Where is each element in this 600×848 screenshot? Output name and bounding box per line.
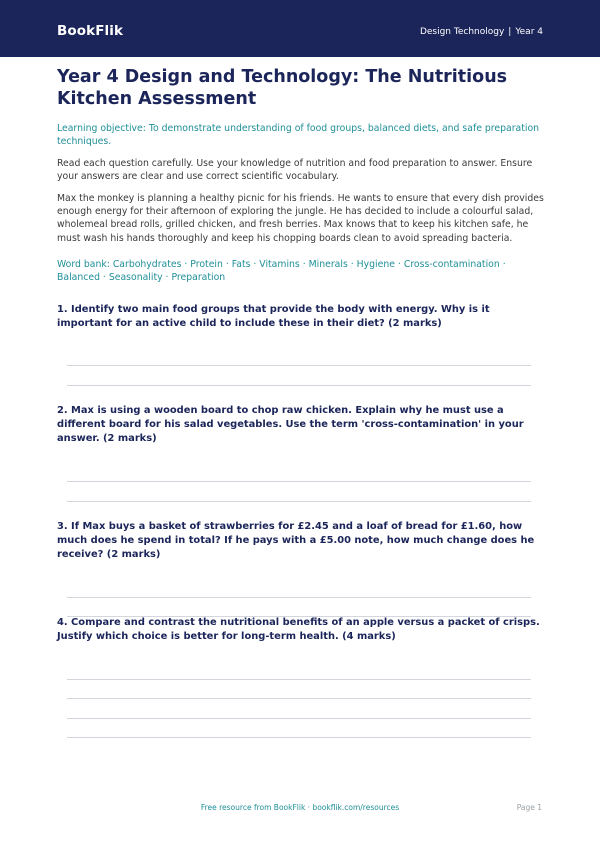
header-meta: [420, 27, 543, 37]
word-bank: Word bank: Carbohydrates · Protein · Fats · Vitamins · Minerals · Hygiene · Cross-contamination · Balanced · Seasonality · Preparation: [57, 259, 506, 284]
question-4: 4. Compare and contrast the nutritional benefits of an apple versus a packet of crisps. Justify which choice is better for long-term health. (4 marks): [57, 617, 540, 643]
answer-line[interactable]: [67, 481, 531, 482]
question-2: 2. Max is using a wooden board to chop raw chicken. Explain why he must use a different board for his salad vegetables. Use the term 'cross-contamination' in your answer. (2 marks): [57, 405, 524, 445]
answer-line[interactable]: [67, 718, 531, 719]
learning-objective: Learning objective: To demonstrate understanding of food groups, balanced diets, and safe preparation techniques.: [57, 123, 540, 148]
answer-line[interactable]: [67, 737, 531, 738]
question-1: 1. Identify two main food groups that provide the body with energy. Why is it important for an active child to include these in their diet? (2 marks): [57, 304, 490, 330]
footer-resource-link[interactable]: Free resource from BookFlik · bookflik.com/resources: [200, 803, 400, 812]
answer-line[interactable]: [67, 365, 531, 366]
answer-line[interactable]: [67, 385, 531, 386]
header-separator: |: [508, 27, 512, 37]
header-bar: [0, 0, 600, 57]
year-label: Year 4: [515, 27, 543, 37]
answer-line[interactable]: [67, 679, 531, 680]
scenario-text: Max the monkey is planning a healthy picnic for his friends. He wants to ensure that every dish provides enough energy for their afternoon of exploring the jungle. He has decided to include a colourful salad, wholemeal bread rolls, grilled chicken, and fresh berries. Max knows that to keep his kitchen safe, he must wash his hands thoroughly and keep his chopping boards clean to avoid spreading bacteria.: [57, 193, 544, 244]
answer-line[interactable]: [67, 597, 531, 598]
subject-label: Design Technology: [419, 27, 505, 37]
answer-line[interactable]: [67, 501, 531, 502]
brand-logo-text[interactable]: BookFlik: [57, 23, 124, 39]
page-number: Page 1: [516, 803, 542, 812]
answer-line[interactable]: [67, 698, 531, 699]
instructions-text: Read each question carefully. Use your knowledge of nutrition and food preparation to answer. Ensure your answers are clear and use correct scientific vocabulary.: [57, 158, 533, 183]
question-3: 3. If Max buys a basket of strawberries for £2.45 and a loaf of bread for £1.60, how much does he spend in total? If he pays with a £5.00 note, how much change does he receive? (2 marks): [57, 521, 535, 561]
page-title: Year 4 Design and Technology: The Nutritious Kitchen Assessment: [57, 67, 508, 109]
